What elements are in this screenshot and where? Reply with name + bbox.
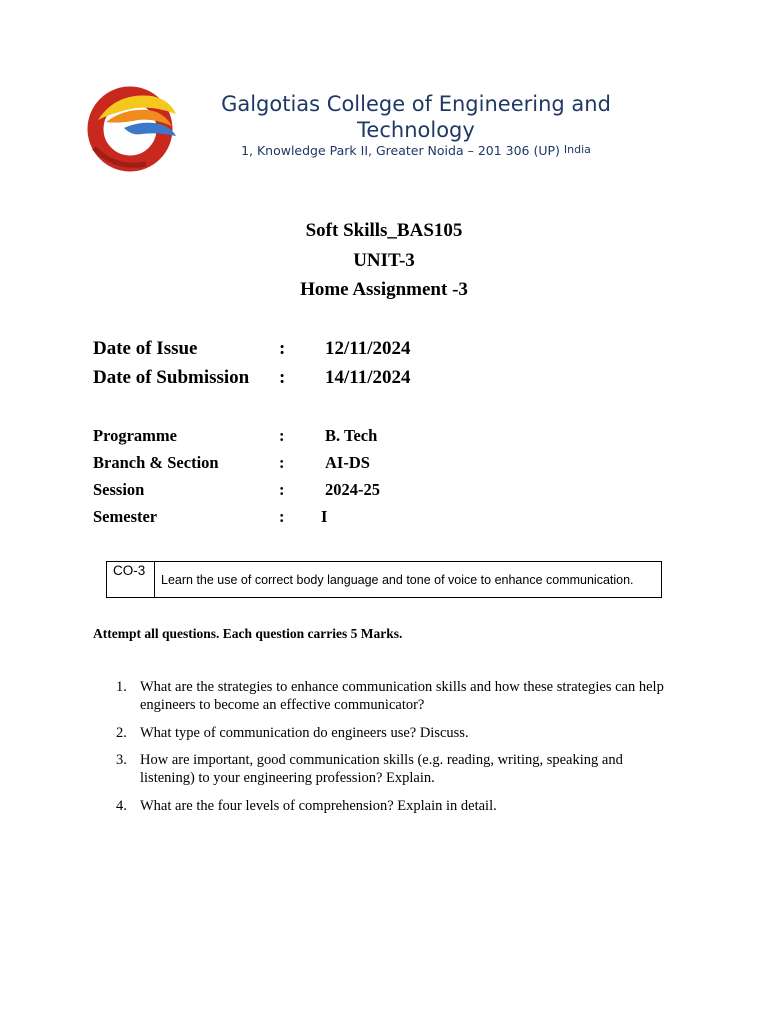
course-outcome-description: Learn the use of correct body language and tone of voice to enhance communication. [161,572,634,587]
course-outcome-code: CO-3 [107,562,155,597]
assignment-heading [0,216,768,305]
date-value: 12/11/2024 [325,338,411,359]
separator: : [279,338,286,359]
instructions: Attempt all questions. Each question carries 5 Marks. [93,626,403,641]
question-text: How are important, good communication skills (e.g. reading, writing, speaking and listening) to your engineering profession? Explain. [140,752,623,786]
course-title: Soft Skills_BAS105 [305,220,463,241]
question-item [116,724,676,742]
course-outcome-table [106,561,662,598]
unit-title: UNIT-3 [353,249,415,271]
separator: : [279,426,285,445]
question-number: 1. [116,679,127,695]
detail-value: AI-DS [325,453,370,472]
detail-label: Semester [93,507,158,526]
question-item [116,678,676,714]
date-label: Date of Issue [93,338,198,359]
date-label: Date of Submission [93,367,250,388]
detail-value: B. Tech [325,426,378,445]
separator: : [279,480,285,499]
question-number: 2. [116,724,127,741]
separator: : [279,507,285,526]
question-text: What are the four levels of comprehension? Explain in detail. [140,797,497,814]
question-text: What are the strategies to enhance communication skills and how these strategies can help engineers to become an effective communicator? [140,679,664,713]
address-line: 1, Knowledge Park II, Greater Noida – 201 306 (UP) [241,143,560,158]
question-text: What type of communication do engineers use? Discuss. [140,724,469,741]
college-logo-icon [76,86,186,172]
detail-value: 2024-25 [325,480,380,499]
detail-label: Programme [93,426,177,445]
detail-value: I [321,507,328,526]
separator: : [279,367,286,388]
college-address [196,143,636,158]
separator: : [279,453,285,472]
assignment-title: Home Assignment -3 [300,279,468,300]
detail-label: Session [93,480,145,499]
question-item [116,751,676,787]
question-number: 3. [116,752,127,768]
question-list [116,678,676,824]
detail-label: Branch & Section [93,453,219,472]
college-name: Galgotias College of Engineering and Technology [221,92,611,142]
question-number: 4. [116,797,127,814]
address-country: India [563,143,591,156]
question-item [116,797,676,815]
date-value: 14/11/2024 [325,367,411,388]
